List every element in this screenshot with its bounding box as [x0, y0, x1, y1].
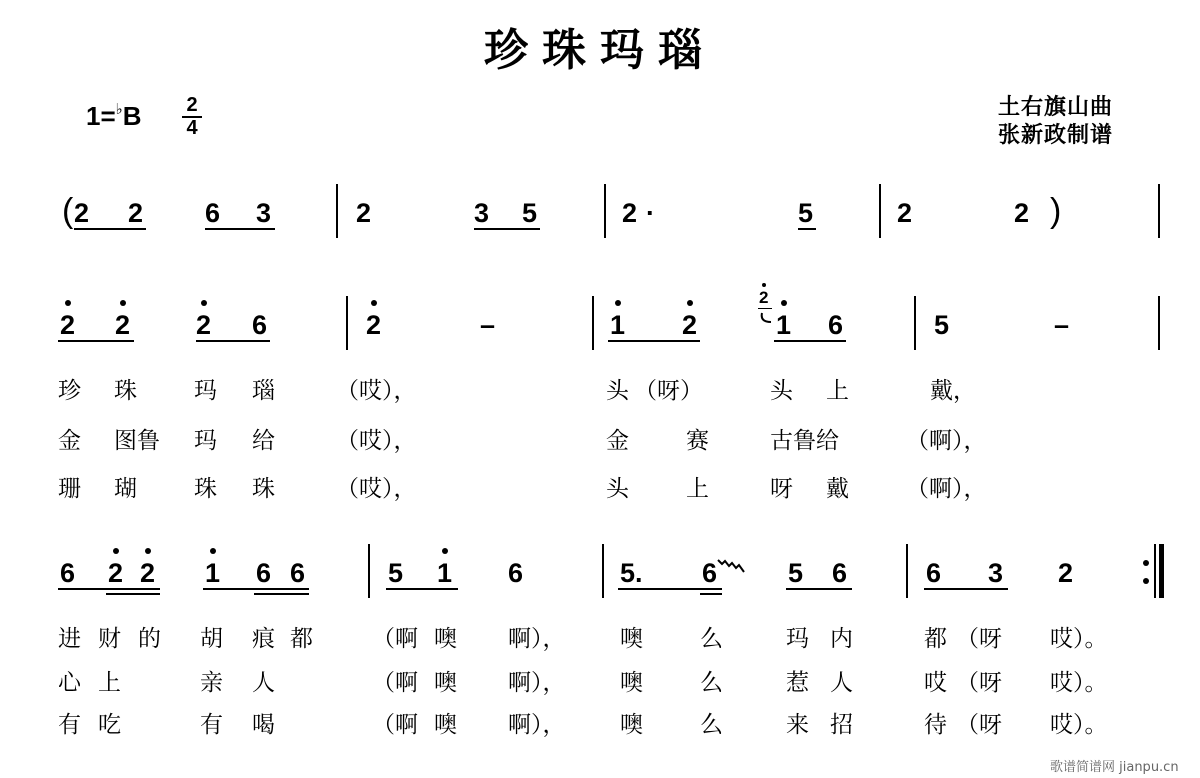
lyric: （啊 [372, 670, 418, 696]
lyric: 噢 [620, 670, 643, 696]
lyric: 哎 [924, 670, 947, 696]
lyric: 来 [786, 712, 809, 738]
note: 5 [388, 558, 404, 588]
underline-beam [774, 340, 846, 342]
lyric: （啊 [372, 712, 418, 738]
high-octave-dot [442, 548, 448, 554]
note: 2 [115, 310, 131, 340]
watermark: 歌谱简谱网 jianpu.cn [1050, 760, 1179, 775]
lyric: 有 [58, 712, 81, 738]
lyric: （呀 [956, 712, 1002, 738]
lyric: 亲 [200, 670, 223, 696]
lyric: 吃 [98, 712, 121, 738]
lyric: 啊）， [508, 712, 566, 738]
high-octave-dot [145, 548, 151, 554]
dash: – [1054, 310, 1070, 340]
lyric: 金 [606, 428, 629, 454]
underline-beam [608, 340, 700, 342]
barline [336, 184, 338, 238]
note: 5 [522, 198, 538, 228]
note: 5 [798, 198, 814, 228]
note: 2 [622, 198, 638, 228]
lyric: 古鲁给 [770, 428, 839, 454]
note: 6 [508, 558, 524, 588]
key-note: B [122, 101, 142, 131]
note: 6 [205, 198, 221, 228]
high-octave-dot [201, 300, 207, 306]
composer-credit: 土右旗山曲 [998, 95, 1114, 120]
lyric: 玛 [786, 626, 809, 652]
note: 5 [788, 558, 804, 588]
underline-beam [786, 588, 852, 590]
lyric: 哎）。 [1050, 626, 1108, 652]
note: 6 [926, 558, 942, 588]
high-octave-dot [687, 300, 693, 306]
lyric: （呀 [956, 626, 1002, 652]
underline-beam [74, 228, 146, 230]
barline [368, 544, 370, 598]
barline [592, 296, 594, 350]
lyric: 噢 [434, 670, 457, 696]
underline-beam [386, 588, 458, 590]
note: 5 [934, 310, 950, 340]
underline-beam-2 [254, 593, 309, 595]
high-octave-dot [615, 300, 621, 306]
lyric: 么 [700, 626, 723, 652]
underline-beam [474, 228, 540, 230]
lyric: 喝 [252, 712, 275, 738]
note: 2 [356, 198, 372, 228]
underline-beam [58, 588, 160, 590]
lyric: 瑙 [252, 378, 275, 404]
note: 2 [140, 558, 156, 588]
lyric: 瑚 [114, 476, 137, 502]
high-octave-dot [120, 300, 126, 306]
lyric: 金 [58, 428, 81, 454]
lyric: 噢 [434, 712, 457, 738]
close-paren: ) [1050, 192, 1062, 230]
lyric: 珊 [58, 476, 81, 502]
lyric: 痕 [252, 626, 275, 652]
dash: – [480, 310, 496, 340]
note: 1 [776, 310, 792, 340]
lyric: 给 [252, 428, 275, 454]
high-octave-dot [371, 300, 377, 306]
lyric: 呀 [770, 476, 793, 502]
lyric: 都 [290, 626, 313, 652]
lyric: 财 [98, 626, 121, 652]
underline-beam [924, 588, 1008, 590]
note: 6 [256, 558, 272, 588]
repeat-dot [1143, 560, 1149, 566]
lyric: 啊）， [508, 626, 566, 652]
lyric: 哎）。 [1050, 670, 1108, 696]
note: 3 [988, 558, 1004, 588]
time-top: 2 [186, 94, 198, 116]
barline [906, 544, 908, 598]
lyric: 珠 [252, 476, 275, 502]
lyric: （哎）， [336, 476, 417, 502]
lyric: 心 [58, 670, 81, 696]
underline-beam-2 [700, 593, 722, 595]
underline-beam-2 [106, 593, 160, 595]
lyric: 么 [700, 670, 723, 696]
barline [1158, 296, 1160, 350]
note: 5. [620, 558, 643, 588]
lyric: 胡 [200, 626, 223, 652]
lyric: 戴， [930, 378, 976, 404]
note: 6 [252, 310, 268, 340]
lyric: 珠 [114, 378, 137, 404]
note: 3 [474, 198, 490, 228]
lyric: 赛 [686, 428, 709, 454]
lyric: （啊）， [906, 476, 987, 502]
note: 2 [196, 310, 212, 340]
repeat-barline-thick [1159, 544, 1164, 598]
barline [914, 296, 916, 350]
grace-octave-dot [762, 283, 766, 287]
note: 6 [60, 558, 76, 588]
lyric: （呀 [956, 670, 1002, 696]
lyric: 图鲁 [114, 428, 160, 454]
lyric: 人 [830, 670, 853, 696]
note: 2 [366, 310, 382, 340]
underline-beam [205, 228, 275, 230]
lyric: （哎）， [336, 378, 417, 404]
lyric: 上 [98, 670, 121, 696]
barline [346, 296, 348, 350]
note: 2 [682, 310, 698, 340]
lyric: 噢 [620, 712, 643, 738]
note: 6 [828, 310, 844, 340]
lyric: 的 [138, 626, 161, 652]
grace-beam [758, 308, 772, 309]
lyric: （啊）， [906, 428, 987, 454]
barline [1158, 184, 1160, 238]
note: 2 [897, 198, 913, 228]
lyric: 珍 [58, 378, 81, 404]
time-bottom: 4 [186, 117, 198, 139]
page-title: 珍珠玛瑙 [484, 25, 716, 76]
lyric: 有 [200, 712, 223, 738]
lyric: 玛 [194, 378, 217, 404]
note: 2 [1014, 198, 1030, 228]
lyric: 进 [58, 626, 81, 652]
lyric: 哎）。 [1050, 712, 1108, 738]
repeat-dot [1143, 578, 1149, 584]
lyric: 啊）， [508, 670, 566, 696]
lyric: 头 [606, 476, 629, 502]
lyric: 待 [924, 712, 947, 738]
glissando-icon [716, 556, 746, 586]
underline-beam [203, 588, 309, 590]
open-paren: ( [62, 192, 74, 230]
lyric: 玛 [194, 428, 217, 454]
grace-slur-icon [759, 312, 773, 326]
note: 3 [256, 198, 272, 228]
time-signature [180, 96, 204, 138]
note: 1 [437, 558, 453, 588]
key-prefix: 1= [86, 101, 116, 131]
underline-beam [618, 588, 722, 590]
lyric: （哎）， [336, 428, 417, 454]
lyric: 么 [700, 712, 723, 738]
underline-beam [58, 340, 134, 342]
high-octave-dot [65, 300, 71, 306]
arranger-credit: 张新政制谱 [998, 123, 1114, 148]
repeat-barline-thin [1154, 544, 1156, 598]
note: 6 [832, 558, 848, 588]
lyric: 招 [830, 712, 853, 738]
lyric: 头 [770, 378, 793, 404]
lyric: 戴 [826, 476, 849, 502]
lyric: （啊 [372, 626, 418, 652]
lyric: 头 [606, 378, 629, 404]
lyric: 珠 [194, 476, 217, 502]
underline-beam [196, 340, 270, 342]
high-octave-dot [210, 548, 216, 554]
key-signature [86, 100, 142, 132]
lyric: 人 [252, 670, 275, 696]
note: 1 [205, 558, 221, 588]
note: 2 [128, 198, 144, 228]
note: 2 [60, 310, 76, 340]
lyric: 噢 [620, 626, 643, 652]
barline [602, 544, 604, 598]
underline-beam [798, 228, 816, 230]
lyric: 惹 [786, 670, 809, 696]
lyric: 都 [924, 626, 947, 652]
note: 2 [1058, 558, 1074, 588]
lyric: （呀） [634, 378, 703, 404]
note: 1 [610, 310, 626, 340]
lyric: 上 [826, 378, 849, 404]
augmentation-dot: · [646, 198, 655, 228]
note: 6 [702, 558, 718, 588]
grace-note: 2 [759, 288, 769, 307]
lyric: 噢 [434, 626, 457, 652]
note: 6 [290, 558, 306, 588]
lyric: 内 [830, 626, 853, 652]
note: 2 [108, 558, 124, 588]
note: 2 [74, 198, 90, 228]
high-octave-dot [781, 300, 787, 306]
high-octave-dot [113, 548, 119, 554]
barline [604, 184, 606, 238]
barline [879, 184, 881, 238]
flat-sign: ♭ [115, 101, 123, 118]
lyric: 上 [686, 476, 709, 502]
